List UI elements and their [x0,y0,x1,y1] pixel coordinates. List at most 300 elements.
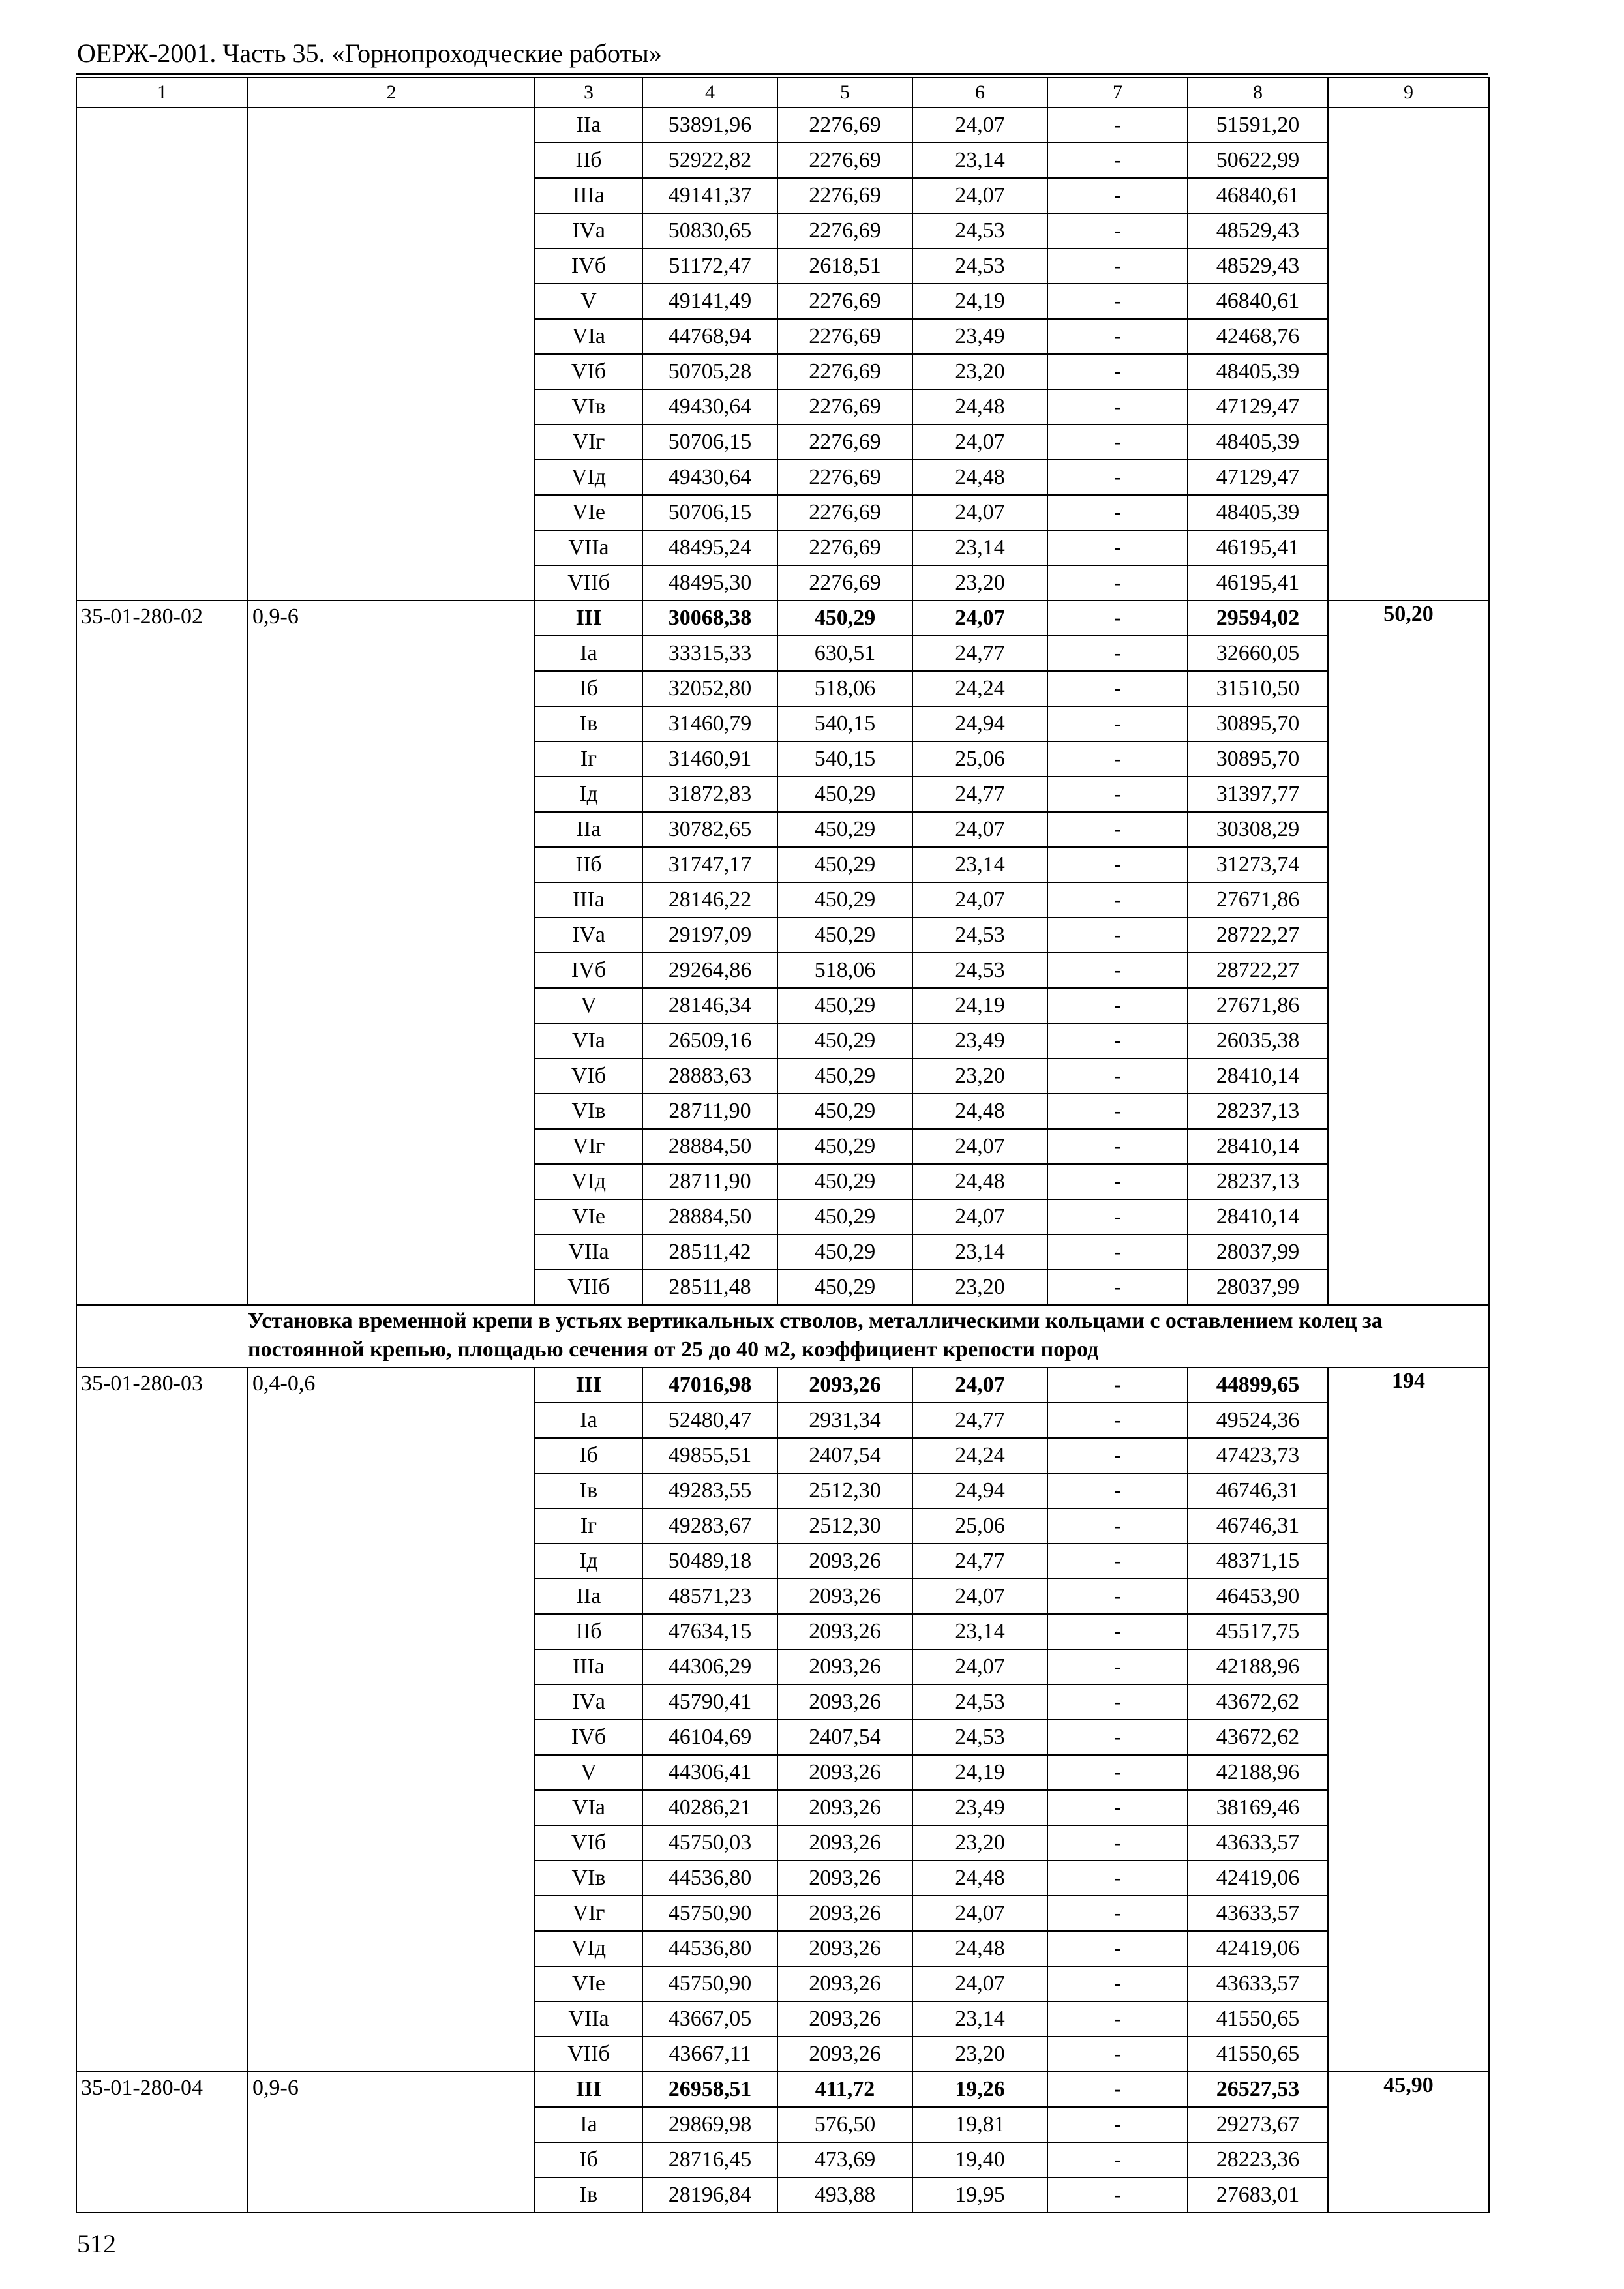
machine-cell: 19,95 [912,2177,1047,2213]
total-cost-cell: 28883,63 [642,1058,777,1094]
materials-cell: 48529,43 [1188,248,1328,284]
machine-cell: 24,77 [912,1544,1047,1579]
total-cost-cell: 50830,65 [642,213,777,248]
zone-cell: Iа [535,636,642,671]
machine-cell: 24,07 [912,1129,1047,1164]
materials-cell: 43633,57 [1188,1966,1328,2001]
machinists-wages-cell: - [1047,1684,1188,1720]
machinists-wages-cell: - [1047,530,1188,565]
total-cost-cell: 52480,47 [642,1403,777,1438]
total-cost-cell: 29197,09 [642,918,777,953]
materials-cell: 31273,74 [1188,847,1328,882]
column-header-9: 9 [1328,78,1489,108]
materials-cell: 48405,39 [1188,425,1328,460]
total-cost-cell: 51172,47 [642,248,777,284]
wages-cell: 2093,26 [777,1931,912,1966]
column-header-8: 8 [1188,78,1328,108]
machine-cell: 24,53 [912,918,1047,953]
zone-cell: VIг [535,1129,642,1164]
wages-cell: 2407,54 [777,1438,912,1473]
total-cost-cell: 49855,51 [642,1438,777,1473]
materials-cell: 27671,86 [1188,988,1328,1023]
machine-cell: 24,07 [912,1966,1047,2001]
wages-cell: 450,29 [777,1023,912,1058]
total-cost-cell: 30068,38 [642,601,777,636]
zone-cell: VIе [535,495,642,530]
materials-cell: 42188,96 [1188,1649,1328,1684]
machinists-wages-cell: - [1047,460,1188,495]
wages-cell: 2276,69 [777,389,912,425]
wages-cell: 2093,26 [777,2037,912,2072]
machinists-wages-cell: - [1047,1164,1188,1199]
total-cost-cell: 52922,82 [642,143,777,178]
machine-cell: 23,49 [912,1790,1047,1825]
wages-cell: 2276,69 [777,108,912,143]
zone-cell: VIа [535,1790,642,1825]
zone-cell: VIв [535,1094,642,1129]
machine-cell: 23,14 [912,530,1047,565]
machinists-wages-cell: - [1047,953,1188,988]
total-cost-cell: 49141,49 [642,284,777,319]
materials-cell: 43633,57 [1188,1825,1328,1861]
zone-cell: VIд [535,1931,642,1966]
zone-cell: IIIа [535,178,642,213]
machinists-wages-cell: - [1047,565,1188,601]
rates-table [76,77,1490,2213]
wages-cell: 450,29 [777,777,912,812]
machine-cell: 23,14 [912,1614,1047,1649]
total-cost-cell: 33315,33 [642,636,777,671]
machinists-wages-cell: - [1047,777,1188,812]
machine-cell: 23,20 [912,1058,1047,1094]
total-cost-cell: 26509,16 [642,1023,777,1058]
table-row [76,2072,1489,2107]
machine-cell: 25,06 [912,741,1047,777]
total-cost-cell: 29869,98 [642,2107,777,2142]
machinists-wages-cell: - [1047,1861,1188,1896]
machinists-wages-cell: - [1047,2001,1188,2037]
item-parameter [248,108,535,601]
machine-cell: 23,20 [912,565,1047,601]
machine-cell: 24,07 [912,1368,1047,1403]
materials-cell: 47129,47 [1188,389,1328,425]
wages-cell: 2093,26 [777,1966,912,2001]
wages-cell: 450,29 [777,812,912,847]
machine-cell: 23,14 [912,143,1047,178]
wages-cell: 2276,69 [777,565,912,601]
machine-cell: 24,07 [912,1579,1047,1614]
item-code: 35-01-280-02 [76,601,248,1305]
wages-cell: 2276,69 [777,178,912,213]
zone-cell: Iб [535,671,642,706]
total-cost-cell: 45750,90 [642,1966,777,2001]
zone-cell: VIа [535,1023,642,1058]
materials-cell: 28237,13 [1188,1164,1328,1199]
zone-cell: Iг [535,1508,642,1544]
total-cost-cell: 44536,80 [642,1861,777,1896]
machinists-wages-cell: - [1047,1234,1188,1270]
total-cost-cell: 45750,90 [642,1896,777,1931]
wages-cell: 518,06 [777,953,912,988]
machine-cell: 24,19 [912,284,1047,319]
wages-cell: 576,50 [777,2107,912,2142]
wages-cell: 2093,26 [777,1649,912,1684]
total-cost-cell: 28146,22 [642,882,777,918]
total-cost-cell: 48571,23 [642,1579,777,1614]
total-cost-cell: 49283,55 [642,1473,777,1508]
wages-cell: 450,29 [777,1199,912,1234]
machinists-wages-cell: - [1047,1579,1188,1614]
materials-cell: 29594,02 [1188,601,1328,636]
total-cost-cell: 44768,94 [642,319,777,354]
machinists-wages-cell: - [1047,108,1188,143]
total-cost-cell: 49430,64 [642,460,777,495]
machinists-wages-cell: - [1047,1508,1188,1544]
zone-cell: VIб [535,1058,642,1094]
total-cost-cell: 45750,03 [642,1825,777,1861]
machinists-wages-cell: - [1047,2037,1188,2072]
materials-cell: 42468,76 [1188,319,1328,354]
machine-cell: 24,77 [912,1403,1047,1438]
machine-cell: 24,48 [912,389,1047,425]
machine-cell: 24,48 [912,460,1047,495]
zone-cell: IIа [535,108,642,143]
machine-cell: 24,07 [912,601,1047,636]
machine-cell: 23,20 [912,1270,1047,1305]
zone-cell: IVб [535,953,642,988]
wages-cell: 2276,69 [777,425,912,460]
zone-cell: IIб [535,1614,642,1649]
total-cost-cell: 43667,11 [642,2037,777,2072]
wages-cell: 518,06 [777,671,912,706]
materials-cell: 41550,65 [1188,2001,1328,2037]
machinists-wages-cell: - [1047,671,1188,706]
total-cost-cell: 44536,80 [642,1931,777,1966]
zone-cell: Iд [535,1544,642,1579]
wages-cell: 2093,26 [777,1790,912,1825]
machinists-wages-cell: - [1047,1544,1188,1579]
wages-cell: 2512,30 [777,1508,912,1544]
wages-cell: 2276,69 [777,495,912,530]
machine-cell: 24,07 [912,425,1047,460]
zone-cell: Iа [535,2107,642,2142]
machinists-wages-cell: - [1047,636,1188,671]
materials-cell: 46453,90 [1188,1579,1328,1614]
wages-cell: 450,29 [777,1094,912,1129]
materials-cell: 48405,39 [1188,354,1328,389]
machine-cell: 24,53 [912,1684,1047,1720]
materials-cell: 43672,62 [1188,1684,1328,1720]
item-parameter: 0,9-6 [248,601,535,1305]
wages-cell: 630,51 [777,636,912,671]
wages-cell: 2512,30 [777,1473,912,1508]
wages-cell: 450,29 [777,1234,912,1270]
machine-cell: 24,48 [912,1861,1047,1896]
materials-cell: 50622,99 [1188,143,1328,178]
wages-cell: 2093,26 [777,1684,912,1720]
labor-total: 45,90 [1328,2072,1489,2213]
column-header-3: 3 [535,78,642,108]
machine-cell: 24,19 [912,1755,1047,1790]
machine-cell: 24,53 [912,248,1047,284]
machine-cell: 24,77 [912,636,1047,671]
machinists-wages-cell: - [1047,1368,1188,1403]
total-cost-cell: 31872,83 [642,777,777,812]
zone-cell: VIг [535,1896,642,1931]
materials-cell: 44899,65 [1188,1368,1328,1403]
labor-total [1328,108,1489,601]
zone-cell: Iв [535,1473,642,1508]
materials-cell: 47423,73 [1188,1438,1328,1473]
wages-cell: 450,29 [777,1129,912,1164]
materials-cell: 28722,27 [1188,918,1328,953]
machinists-wages-cell: - [1047,1270,1188,1305]
zone-cell: VIг [535,425,642,460]
item-parameter: 0,4-0,6 [248,1368,535,2072]
machinists-wages-cell: - [1047,812,1188,847]
machinists-wages-cell: - [1047,1966,1188,2001]
wages-cell: 450,29 [777,882,912,918]
total-cost-cell: 45790,41 [642,1684,777,1720]
machinists-wages-cell: - [1047,248,1188,284]
total-cost-cell: 31747,17 [642,847,777,882]
zone-cell: VIе [535,1966,642,2001]
machinists-wages-cell: - [1047,213,1188,248]
materials-cell: 46195,41 [1188,565,1328,601]
table-row [76,601,1489,636]
machinists-wages-cell: - [1047,495,1188,530]
wages-cell: 2093,26 [777,1579,912,1614]
total-cost-cell: 48495,24 [642,530,777,565]
machinists-wages-cell: - [1047,741,1188,777]
wages-cell: 473,69 [777,2142,912,2177]
machine-cell: 24,53 [912,953,1047,988]
machinists-wages-cell: - [1047,2177,1188,2213]
total-cost-cell: 31460,79 [642,706,777,741]
zone-cell: VIб [535,1825,642,1861]
zone-cell: VIIб [535,565,642,601]
zone-cell: VIIб [535,2037,642,2072]
zone-cell: V [535,1755,642,1790]
machine-cell: 23,14 [912,1234,1047,1270]
column-header-7: 7 [1047,78,1188,108]
machinists-wages-cell: - [1047,882,1188,918]
machinists-wages-cell: - [1047,1058,1188,1094]
total-cost-cell: 31460,91 [642,741,777,777]
wages-cell: 450,29 [777,1164,912,1199]
machine-cell: 24,94 [912,706,1047,741]
machinists-wages-cell: - [1047,143,1188,178]
total-cost-cell: 28884,50 [642,1199,777,1234]
machinists-wages-cell: - [1047,988,1188,1023]
column-header-6: 6 [912,78,1047,108]
machinists-wages-cell: - [1047,918,1188,953]
labor-total: 50,20 [1328,601,1489,1305]
zone-cell: IVб [535,1720,642,1755]
materials-cell: 42188,96 [1188,1755,1328,1790]
wages-cell: 2093,26 [777,1614,912,1649]
machine-cell: 24,94 [912,1473,1047,1508]
machine-cell: 23,14 [912,2001,1047,2037]
total-cost-cell: 40286,21 [642,1790,777,1825]
zone-cell: III [535,2072,642,2107]
item-code: 35-01-280-04 [76,2072,248,2213]
total-cost-cell: 28716,45 [642,2142,777,2177]
wages-cell: 2407,54 [777,1720,912,1755]
machinists-wages-cell: - [1047,1825,1188,1861]
zone-cell: VIд [535,1164,642,1199]
wages-cell: 450,29 [777,1058,912,1094]
materials-cell: 28037,99 [1188,1270,1328,1305]
machinists-wages-cell: - [1047,178,1188,213]
materials-cell: 46746,31 [1188,1473,1328,1508]
total-cost-cell: 50489,18 [642,1544,777,1579]
materials-cell: 32660,05 [1188,636,1328,671]
total-cost-cell: 32052,80 [642,671,777,706]
total-cost-cell: 28711,90 [642,1094,777,1129]
machine-cell: 24,07 [912,495,1047,530]
zone-cell: IIа [535,1579,642,1614]
total-cost-cell: 43667,05 [642,2001,777,2037]
materials-cell: 28223,36 [1188,2142,1328,2177]
wages-cell: 450,29 [777,988,912,1023]
column-header-4: 4 [642,78,777,108]
zone-cell: Iд [535,777,642,812]
zone-cell: Iв [535,706,642,741]
machinists-wages-cell: - [1047,1094,1188,1129]
zone-cell: VIб [535,354,642,389]
item-parameter: 0,9-6 [248,2072,535,2213]
machine-cell: 23,49 [912,1023,1047,1058]
zone-cell: IVа [535,213,642,248]
wages-cell: 2093,26 [777,2001,912,2037]
machinists-wages-cell: - [1047,1720,1188,1755]
zone-cell: VIд [535,460,642,495]
wages-cell: 411,72 [777,2072,912,2107]
machine-cell: 24,07 [912,1896,1047,1931]
materials-cell: 45517,75 [1188,1614,1328,1649]
machine-cell: 24,07 [912,1649,1047,1684]
machine-cell: 24,77 [912,777,1047,812]
section-title-spacer [76,1305,248,1368]
total-cost-cell: 28511,42 [642,1234,777,1270]
column-header-1: 1 [76,78,248,108]
machine-cell: 23,14 [912,847,1047,882]
materials-cell: 26035,38 [1188,1023,1328,1058]
total-cost-cell: 28196,84 [642,2177,777,2213]
machinists-wages-cell: - [1047,1649,1188,1684]
machinists-wages-cell: - [1047,1896,1188,1931]
wages-cell: 2093,26 [777,1368,912,1403]
total-cost-cell: 28511,48 [642,1270,777,1305]
materials-cell: 47129,47 [1188,460,1328,495]
materials-cell: 46746,31 [1188,1508,1328,1544]
materials-cell: 28722,27 [1188,953,1328,988]
zone-cell: VIе [535,1199,642,1234]
total-cost-cell: 28884,50 [642,1129,777,1164]
total-cost-cell: 50705,28 [642,354,777,389]
materials-cell: 27671,86 [1188,882,1328,918]
machine-cell: 24,48 [912,1164,1047,1199]
machinists-wages-cell: - [1047,1023,1188,1058]
machine-cell: 19,26 [912,2072,1047,2107]
machine-cell: 24,24 [912,1438,1047,1473]
item-code [76,108,248,601]
wages-cell: 450,29 [777,918,912,953]
machine-cell: 24,19 [912,988,1047,1023]
wages-cell: 450,29 [777,847,912,882]
materials-cell: 43672,62 [1188,1720,1328,1755]
machinists-wages-cell: - [1047,1473,1188,1508]
total-cost-cell: 50706,15 [642,495,777,530]
page-header: ОЕРЖ-2001. Часть 35. «Горнопроходческие работы» [77,38,662,68]
zone-cell: IVб [535,248,642,284]
wages-cell: 2276,69 [777,530,912,565]
wages-cell: 2276,69 [777,354,912,389]
wages-cell: 2618,51 [777,248,912,284]
machine-cell: 25,06 [912,1508,1047,1544]
total-cost-cell: 44306,41 [642,1755,777,1790]
materials-cell: 28237,13 [1188,1094,1328,1129]
zone-cell: Iб [535,1438,642,1473]
machine-cell: 23,20 [912,1825,1047,1861]
zone-cell: III [535,1368,642,1403]
materials-cell: 28037,99 [1188,1234,1328,1270]
wages-cell: 540,15 [777,706,912,741]
materials-cell: 30895,70 [1188,706,1328,741]
materials-cell: 48371,15 [1188,1544,1328,1579]
zone-cell: Iа [535,1403,642,1438]
zone-cell: IIб [535,143,642,178]
wages-cell: 2093,26 [777,1825,912,1861]
machine-cell: 24,07 [912,882,1047,918]
materials-cell: 28410,14 [1188,1129,1328,1164]
labor-total: 194 [1328,1368,1489,2072]
zone-cell: VIв [535,1861,642,1896]
zone-cell: III [535,601,642,636]
machinists-wages-cell: - [1047,2107,1188,2142]
zone-cell: IIб [535,847,642,882]
total-cost-cell: 47634,15 [642,1614,777,1649]
machinists-wages-cell: - [1047,2142,1188,2177]
machinists-wages-cell: - [1047,601,1188,636]
machine-cell: 24,24 [912,671,1047,706]
table-row [76,108,1489,143]
zone-cell: Iг [535,741,642,777]
zone-cell: V [535,284,642,319]
wages-cell: 2093,26 [777,1755,912,1790]
total-cost-cell: 28711,90 [642,1164,777,1199]
column-header-2: 2 [248,78,535,108]
wages-cell: 2276,69 [777,284,912,319]
wages-cell: 2931,34 [777,1403,912,1438]
zone-cell: VIа [535,319,642,354]
machine-cell: 24,07 [912,812,1047,847]
wages-cell: 2276,69 [777,460,912,495]
machinists-wages-cell: - [1047,354,1188,389]
materials-cell: 31397,77 [1188,777,1328,812]
materials-cell: 42419,06 [1188,1861,1328,1896]
zone-cell: IIа [535,812,642,847]
total-cost-cell: 47016,98 [642,1368,777,1403]
materials-cell: 41550,65 [1188,2037,1328,2072]
zone-cell: VIв [535,389,642,425]
materials-cell: 26527,53 [1188,2072,1328,2107]
zone-cell: IIIа [535,882,642,918]
page-number: 512 [77,2229,116,2258]
machine-cell: 19,81 [912,2107,1047,2142]
total-cost-cell: 29264,86 [642,953,777,988]
